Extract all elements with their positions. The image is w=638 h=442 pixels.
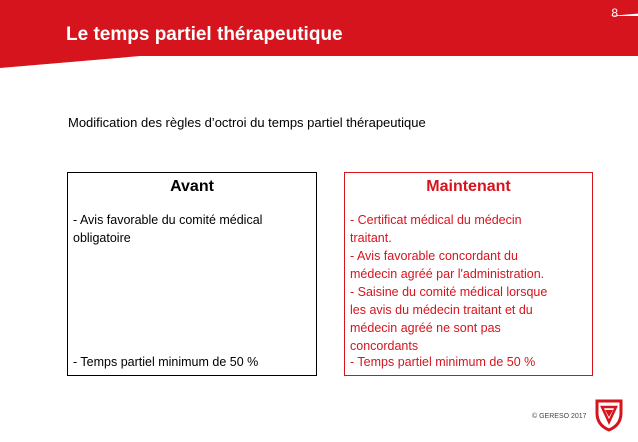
slide-subtitle: Modification des règles d’octroi du temps partiel thérapeutique (68, 115, 426, 130)
after-title: Maintenant (426, 178, 511, 195)
page-title: Le temps partiel thérapeutique (66, 24, 343, 45)
after-box (344, 172, 593, 376)
after-lines (350, 211, 588, 355)
before-title: Avant (170, 178, 214, 195)
after-line: - Avis favorable concordant du (350, 249, 518, 263)
after-line: concordants (350, 339, 419, 353)
before-lines (73, 211, 312, 247)
after-footer: - Temps partiel minimum de 50 % (350, 355, 536, 369)
page-number: 8 (611, 6, 618, 20)
after-line: - Certificat médical du médecin (350, 213, 522, 227)
after-line: les avis du médecin traitant et du (350, 303, 533, 317)
after-line: - Saisine du comité médical lorsque (350, 285, 548, 299)
before-line: - Avis favorable du comité médical (73, 213, 263, 227)
after-line: médecin agréé ne sont pas (350, 321, 501, 335)
gereso-shield-logo-icon (594, 398, 624, 432)
after-line: médecin agréé par l'administration. (350, 267, 545, 281)
before-footer: - Temps partiel minimum de 50 % (73, 355, 259, 369)
after-line: traitant. (350, 231, 392, 245)
copyright-notice: © GERESO 2017 (532, 413, 587, 420)
before-line: obligatoire (73, 231, 131, 245)
before-box (67, 172, 317, 376)
